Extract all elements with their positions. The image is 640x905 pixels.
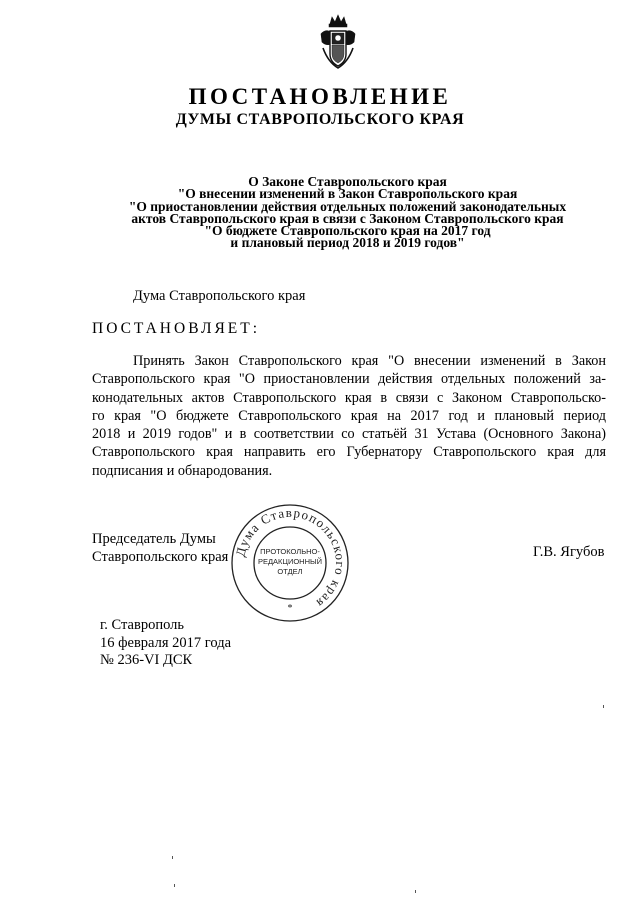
body-line: го края "О бюджете Ставропольского края на 2017 год и плановый период <box>92 407 606 424</box>
issuer-title: ДУМЫ СТАВРОПОЛЬСКОГО КРАЯ <box>175 111 465 128</box>
body-line: Принять Закон Ставропольского края "О внесении изменений в Закон <box>133 353 606 369</box>
coat-of-arms-icon <box>318 14 358 70</box>
signatory-position <box>92 530 228 566</box>
resolution-subject <box>70 176 625 250</box>
subject-line: "О внесении изменений в Закон Ставропольского края <box>177 186 518 202</box>
official-stamp <box>226 499 354 627</box>
stamp-inner-line: ПРОТОКОЛЬНО- <box>260 547 320 556</box>
subject-line: "О приостановлении действия отдельных положений законодательных <box>128 198 567 214</box>
body-line: Ставропольского края направить его Губернатору Ставропольского края для <box>92 444 606 461</box>
resolves-heading: ПОСТАНОВЛЯЕТ: <box>92 320 261 337</box>
subject-line: О Законе Ставропольского края <box>248 174 447 189</box>
city: г. Ставрополь <box>100 617 185 633</box>
place-and-date <box>100 617 231 670</box>
body-line: 2018 и 2019 годов" и в соответствии со статьёй 31 Устава (Основного Закона) <box>92 426 606 443</box>
scan-speck <box>172 856 173 859</box>
resolution-body <box>92 352 606 480</box>
body-line: Ставропольского края "О приостановлении действия отдельных положений за- <box>92 371 606 388</box>
body-line: конодательных актов Ставропольского края в связи с Законом Ставропольско- <box>92 389 606 406</box>
body-line: подписания и обнародования. <box>92 462 273 479</box>
scan-speck <box>415 890 416 893</box>
stamp-ring-text: Дума Ставропольского края <box>232 504 349 612</box>
subject-line: актов Ставропольского края в связи с Законом Ставропольского края <box>131 210 564 226</box>
stamp-star-icon: * <box>287 603 293 614</box>
stamp-inner-line: РЕДАКЦИОННЫЙ <box>257 557 323 566</box>
subject-line: "О бюджете Ставропольского края на 2017 год <box>204 223 491 239</box>
subject-line: и плановый период 2018 и 2019 годов" <box>230 235 465 251</box>
position-line: Председатель Думы <box>92 531 216 547</box>
position-line: Ставропольского края <box>92 549 229 565</box>
council-name: Дума Ставропольского края <box>133 288 306 304</box>
stamp-inner-line: ОТДЕЛ <box>277 567 303 576</box>
scan-speck <box>174 884 175 887</box>
document-type-title: ПОСТАНОВЛЕНИЕ <box>188 84 452 109</box>
scan-speck <box>603 705 604 708</box>
date: 16 февраля 2017 года <box>100 634 232 651</box>
signatory-name: Г.В. Ягубов <box>533 544 605 560</box>
document-number: № 236-VI ДСК <box>100 652 193 669</box>
